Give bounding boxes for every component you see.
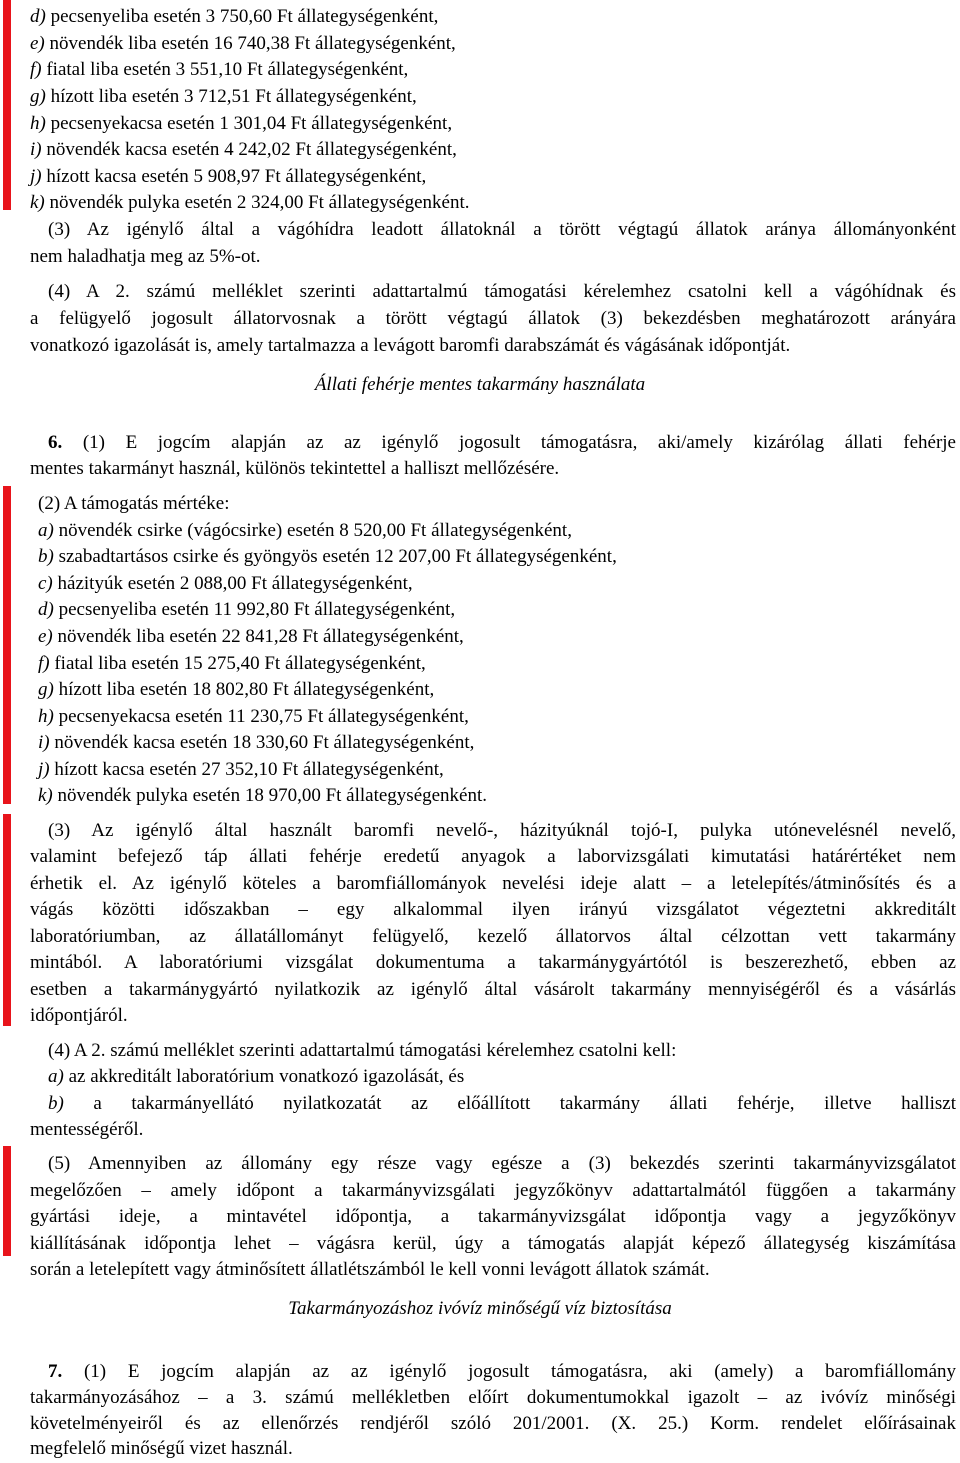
paragraph-line: mintából. A laboratóriumi vizsgálat dokumentuma a takarmánygyártótól is beszerezhető, ebben az (30, 952, 956, 973)
paragraph-line: megfelelő minőségű vizet használ. (30, 1438, 293, 1459)
paragraph-line: esetben a takarmánygyártó nyilatkozik az igénylő által vásárolt takarmány mennyiségéről és a vásárlás (30, 979, 956, 1000)
paragraph-line: valamint befejező táp állati fehérje eredetű anyagok a laborvizsgálati kimutatási határértéket nem (30, 846, 956, 867)
paragraph-line: megelőzően – amely időpont a takarmányvizsgálati jegyzőkönyv adattartalmától függően a takarmány (30, 1180, 956, 1201)
change-marker (3, 0, 11, 210)
change-marker (3, 814, 11, 1026)
paragraph-line: mentességéről. (30, 1119, 144, 1140)
paragraph-line: 7. (1) E jogcím alapján az az igénylő jogosult támogatásra, aki (amely) a baromfiállomány (48, 1361, 956, 1382)
section-number: 7. (48, 1361, 63, 1382)
list-item: g) hízott liba esetén 18 802,80 Ft állategységenként, (38, 679, 435, 700)
paragraph-line: a felügyelő jogosult állatorvosnak a törött végtagú állatok (3) bekezdésben meghatározott arányára (30, 308, 956, 329)
paragraph-line: (4) A 2. számú melléklet szerinti adattartalmú támogatási kérelemhez csatolni kell a vágóhídnak és (48, 281, 956, 302)
section-heading: Állati fehérje mentes takarmány használata (314, 374, 646, 395)
paragraph-line: gyártási ideje, a mintavétel időpontja, a takarmányvizsgálat időpontja vagy a jegyzőkönyv (30, 1206, 956, 1227)
paragraph-line: időpontjáról. (30, 1005, 128, 1026)
list-item: k) növendék pulyka esetén 2 324,00 Ft állategységenként. (30, 192, 470, 213)
list-item: b) a takarmányellátó nyilatkozatát az előállított takarmány állati fehérje, illetve halliszt (48, 1093, 956, 1114)
paragraph-line: 6. (1) E jogcím alapján az az igénylő jogosult támogatásra, aki/amely kizárólag állati fehérje (48, 432, 956, 453)
list-item: d) pecsenyeliba esetén 3 750,60 Ft állategységenként, (30, 6, 439, 27)
list-item: e) növendék liba esetén 22 841,28 Ft állategységenként, (38, 626, 464, 647)
list-item: h) pecsenyekacsa esetén 11 230,75 Ft állategységenként, (38, 706, 469, 727)
paragraph-line: nem haladhatja meg az 5%-ot. (30, 246, 261, 267)
list-item: a) növendék csirke (vágócsirke) esetén 8 520,00 Ft állategységenként, (38, 520, 572, 541)
change-marker (3, 1146, 11, 1256)
change-marker (3, 486, 11, 804)
paragraph-line: érhetik el. Az igénylő köteles a baromfiállományok nevelési ideje alatt – a letelepítés/átminősítés és a (30, 873, 956, 894)
paragraph-line: vonatkozó igazolását is, amely tartalmazza a levágott baromfi darabszámát és vágásának időpontját. (30, 335, 791, 356)
paragraph-line: követelményeiről és az ellenőrzés rendjéről szóló 201/2001. (X. 25.) Korm. rendelet előírásainak (30, 1413, 956, 1434)
paragraph-line: (3) Az igénylő által használt baromfi nevelő-, házityúknál tojó-I, pulyka utónevelésnél nevelő, (48, 820, 956, 841)
paragraph-line: vágás közötti időszakban – egy alkalommal ilyen irányú vizsgálatot végeztetni akkreditált (30, 899, 956, 920)
list-item: j) hízott kacsa esetén 5 908,97 Ft állategységenként, (30, 166, 427, 187)
paragraph-line: laboratóriumban, az állatállományt felügyelő, kezelő állatorvos által célzottan vett takarmány (30, 926, 956, 947)
list-item: e) növendék liba esetén 16 740,38 Ft állategységenként, (30, 33, 456, 54)
paragraph-line: (5) Amennyiben az állomány egy része vagy egésze a (3) bekezdés szerinti takarmányvizsgálatot (48, 1153, 956, 1174)
section-number: 6. (48, 432, 63, 453)
paragraph-line: kiállításának időpontja lehet – vágásra kerül, úgy a támogatás alapját képező állategység kiszámítása (30, 1233, 956, 1254)
list-item: k) növendék pulyka esetén 18 970,00 Ft állategységenként. (38, 785, 488, 806)
list-item: c) házityúk esetén 2 088,00 Ft állategységenként, (38, 573, 413, 594)
list-item: f) fiatal liba esetén 15 275,40 Ft állategységenként, (38, 653, 426, 674)
paragraph-line: (4) A 2. számú melléklet szerinti adattartalmú támogatási kérelemhez csatolni kell: (48, 1040, 677, 1061)
list-item: i) növendék kacsa esetén 18 330,60 Ft állategységenként, (38, 732, 475, 753)
paragraph-line: (2) A támogatás mértéke: (38, 493, 230, 514)
paragraph-line: során a letelepített vagy átminősített állatlétszámból le kell vonni levágott állatok számát. (30, 1259, 710, 1280)
list-item: g) hízott liba esetén 3 712,51 Ft állategységenként, (30, 86, 417, 107)
list-item: b) szabadtartásos csirke és gyöngyös esetén 12 207,00 Ft állategységenként, (38, 546, 617, 567)
list-item: h) pecsenyekacsa esetén 1 301,04 Ft állategységenként, (30, 113, 453, 134)
list-item: f) fiatal liba esetén 3 551,10 Ft állategységenként, (30, 59, 409, 80)
paragraph-line: mentes takarmányt használ, különös tekintettel a halliszt mellőzésére. (30, 458, 560, 479)
list-item: d) pecsenyeliba esetén 11 992,80 Ft állategységenként, (38, 599, 456, 620)
paragraph-line: takarmányozásához – a 3. számú mellékletben előírt dokumentumokkal igazolt – az ivóvíz minőségi (30, 1387, 956, 1408)
list-item: j) hízott kacsa esetén 27 352,10 Ft állategységenként, (38, 759, 444, 780)
list-item: a) az akkreditált laboratórium vonatkozó igazolását, és (48, 1066, 465, 1087)
paragraph-line: (3) Az igénylő által a vágóhídra leadott állatoknál a törött végtagú állatok aránya állományonként (48, 219, 956, 240)
list-item: i) növendék kacsa esetén 4 242,02 Ft állategységenként, (30, 139, 457, 160)
section-heading: Takarmányozáshoz ivóvíz minőségű víz biztosítása (288, 1298, 672, 1319)
